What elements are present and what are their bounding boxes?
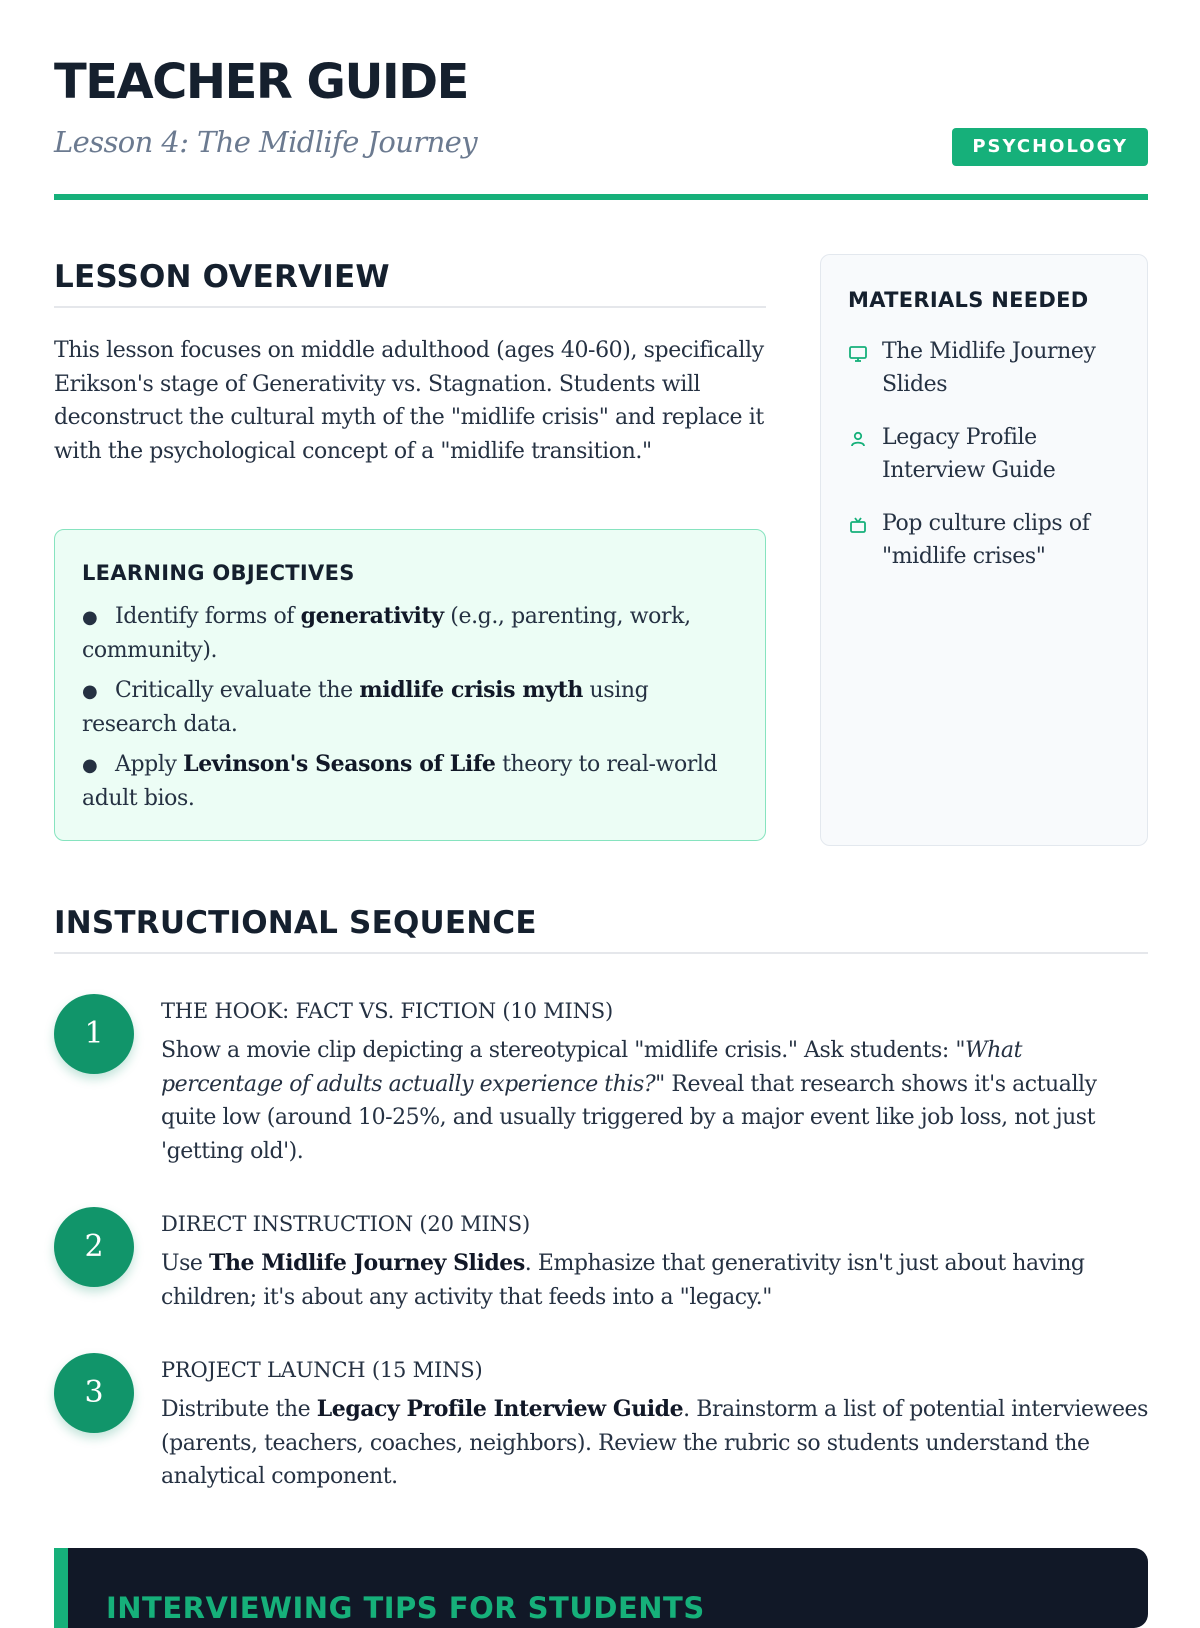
learning-objectives-box — [54, 529, 766, 841]
header-divider — [54, 194, 1148, 200]
bullet-icon: ● — [82, 755, 98, 776]
bullet-icon: ● — [82, 681, 98, 702]
instructional-sequence-section — [54, 900, 1148, 1489]
step-number: 3 — [54, 1353, 134, 1433]
overview-text: This lesson focuses on middle adulthood (ages 40-60), specifically Erikson's stage of Generativity vs. Stagnation. Students will deconstruct the cultural myth of the "midlife crisis" and replace it with the psychological concept of a "midlife transition." — [54, 338, 764, 464]
overview-heading: LESSON OVERVIEW — [54, 254, 766, 308]
materials-heading: MATERIALS NEEDED — [848, 288, 1089, 312]
step-heading: PROJECT LAUNCH (15 MINS) — [161, 1358, 483, 1382]
lesson-subtitle: Lesson 4: The Midlife Journey — [54, 125, 478, 159]
bullet-icon: ● — [82, 607, 98, 628]
step-text: Distribute the Legacy Profile Interview Guide. Brainstorm a list of potential interviewees (parents, teachers, coaches, neighbors). Review the rubric so students understand the analytical component. — [161, 1396, 1148, 1489]
document-title: TEACHER GUIDE — [54, 54, 468, 110]
step-number: 2 — [54, 1207, 134, 1287]
sequence-heading: INSTRUCTIONAL SEQUENCE — [54, 900, 1148, 954]
lesson-overview-section — [54, 254, 766, 811]
interviewing-tips-banner — [54, 1548, 1148, 1628]
monitor-icon — [848, 343, 868, 363]
tips-heading: INTERVIEWING TIPS FOR STUDENTS — [106, 1591, 705, 1625]
material-item: Legacy Profile Interview Guide — [848, 421, 1127, 487]
step-body — [161, 1353, 1148, 1494]
material-item: The Midlife Journey Slides — [848, 335, 1127, 401]
banner-accent-bar — [54, 1548, 68, 1628]
step-body — [161, 994, 1148, 1168]
step-heading: THE HOOK: FACT VS. FICTION (10 MINS) — [161, 999, 613, 1023]
objective-item: ● Critically evaluate the midlife crisis myth using research data. — [82, 677, 649, 737]
materials-list — [848, 335, 1127, 573]
step-number: 1 — [54, 994, 134, 1074]
subject-badge: PSYCHOLOGY — [952, 128, 1148, 166]
step-body — [161, 1207, 1148, 1314]
tv-icon — [848, 515, 868, 535]
step-heading: DIRECT INSTRUCTION (20 MINS) — [161, 1212, 530, 1236]
objective-item: ● Apply Levinson's Seasons of Life theory to real-world adult bios. — [82, 751, 718, 811]
step-text: Show a movie clip depicting a stereotypical "midlife crisis." Ask students: "What percentage of adults actually experience this?" Reveal that research shows it's actually quite low (around 10-25%, and usually triggered by a major event like job loss, not just 'getting old'). — [161, 1038, 1097, 1164]
materials-needed-card — [820, 254, 1148, 846]
teacher-guide-page — [54, 0, 1148, 1625]
step-text: Use The Midlife Journey Slides. Emphasize that generativity isn't just about having children; it's about any activity that feeds into a "legacy." — [161, 1250, 1085, 1310]
objectives-list — [82, 600, 739, 815]
material-item: Pop culture clips of "midlife crises" — [848, 507, 1127, 573]
guide-header — [54, 52, 1148, 202]
objectives-heading: LEARNING OBJECTIVES — [82, 561, 355, 585]
person-icon — [848, 429, 868, 449]
objective-item: ● Identify forms of generativity (e.g., parenting, work, community). — [82, 603, 691, 663]
